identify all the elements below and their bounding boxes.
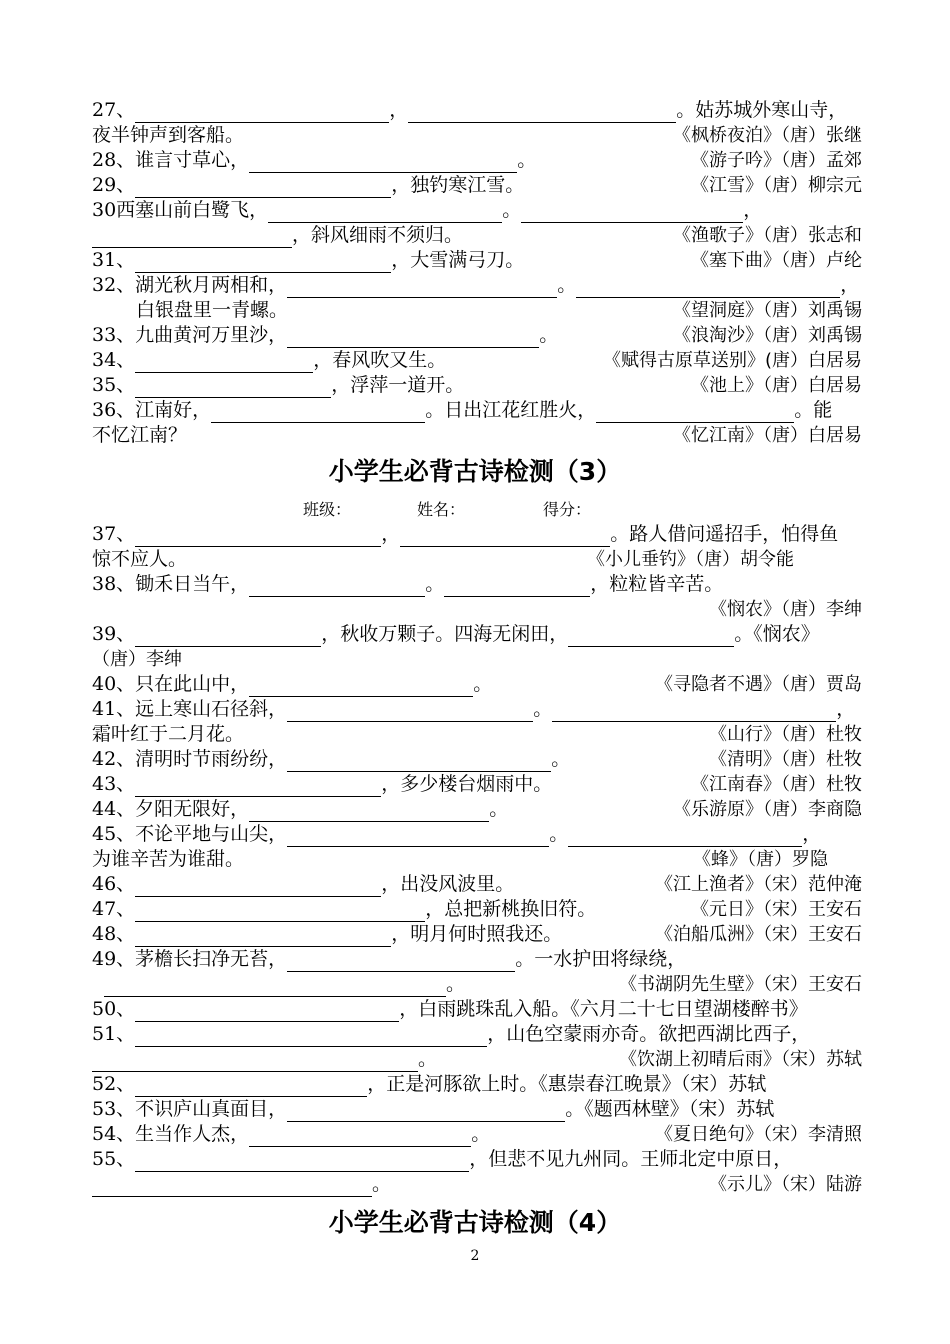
poem-citation: 《江南春》（唐）杜牧: [691, 774, 862, 795]
question-50: 50、 ，白雨跳珠乱入船。《六月二十七日望湖楼醉书》: [92, 998, 808, 1020]
question-32-cont: 白银盘里一青螺。 《望洞庭》（唐）刘禹锡: [136, 299, 862, 321]
answer-blank[interactable]: [135, 627, 321, 647]
poem-citation: 《池上》（唐）白居易: [691, 375, 862, 396]
question-34: 34、 ，春风吹又生。 《赋得古原草送别》(唐）白居易: [92, 349, 862, 371]
question-33: 33、九曲黄河万里沙， 。 《浪淘沙》（唐）刘禹锡: [92, 324, 862, 346]
answer-blank[interactable]: [249, 1127, 471, 1147]
class-label: 班级：: [303, 500, 352, 519]
answer-blank[interactable]: [287, 1102, 565, 1122]
answer-blank[interactable]: [135, 527, 381, 547]
poem-citation: 《乐游原》（唐）李商隐: [673, 799, 862, 820]
poem-citation: 《江雪》（唐）柳宗元: [691, 175, 862, 196]
question-36-cont: 不忆江南？ 《忆江南》（唐）白居易: [92, 424, 862, 446]
answer-blank[interactable]: [135, 353, 313, 373]
answer-blank[interactable]: [568, 627, 734, 647]
question-41: 41、远上寒山石径斜， 。 ，: [92, 698, 856, 720]
question-38-cont: [92, 597, 862, 622]
question-31: 31、 ，大雪满弓刀。 《塞下曲》（唐）卢纶: [92, 249, 862, 271]
answer-blank[interactable]: [135, 902, 425, 922]
question-35: 35、 ，浮萍一道开。 《池上》（唐）白居易: [92, 374, 862, 396]
poem-citation: 《书湖阴先生壁》（宋）王安石: [619, 974, 862, 995]
answer-blank[interactable]: [287, 278, 557, 298]
answer-blank[interactable]: [268, 203, 502, 223]
section-heading-4: 小学生必背古诗检测（4）: [328, 1208, 622, 1237]
answer-blank[interactable]: [596, 403, 794, 423]
answer-blank[interactable]: [135, 1152, 469, 1172]
question-48: 48、 ，明月何时照我还。 《泊船瓜洲》（宋）王安石: [92, 923, 862, 945]
answer-blank[interactable]: [135, 927, 391, 947]
poem-citation: 《塞下曲》（唐）卢纶: [691, 250, 862, 271]
question-38: 38、锄禾日当午， 。 ，粒粒皆辛苦。: [92, 573, 724, 595]
poem-citation: 《饮湖上初晴后雨》（宋）苏轼: [619, 1049, 862, 1070]
question-29: 29、 ，独钓寒江雪。 《江雪》（唐）柳宗元: [92, 174, 862, 196]
question-30: 30西塞山前白鹭飞， 。 ，: [92, 199, 763, 221]
answer-blank[interactable]: [576, 278, 840, 298]
answer-blank[interactable]: [521, 203, 743, 223]
poem-citation: 《浪淘沙》（唐）刘禹锡: [673, 325, 862, 346]
answer-blank[interactable]: [249, 153, 517, 173]
question-44: 44、夕阳无限好， 。 《乐游原》（唐）李商隐: [92, 798, 862, 820]
question-39: 39、 ，秋收万颗子。四海无闲田， 。《悯农》: [92, 623, 820, 645]
answer-blank[interactable]: [444, 577, 590, 597]
question-30-cont: ，斜风细雨不须归。 《渔歌子》（唐）张志和: [92, 223, 862, 248]
question-47: 47、 ，总把新桃换旧符。 《元日》（宋）王安石: [92, 898, 862, 920]
question-53: 53、不识庐山真面目， 。《题西林壁》（宋）苏轼: [92, 1098, 775, 1120]
page-number: 2: [470, 1248, 480, 1264]
question-55-cont: 。 《示儿》（宋）陆游: [92, 1172, 862, 1197]
answer-blank[interactable]: [249, 677, 473, 697]
answer-blank[interactable]: [287, 752, 551, 772]
poem-citation: 《悯农》（唐）李绅: [709, 599, 862, 620]
answer-blank[interactable]: [135, 777, 381, 797]
score-label: 得分：: [543, 500, 592, 519]
answer-blank[interactable]: [249, 577, 425, 597]
answer-blank[interactable]: [135, 103, 389, 123]
name-label: 姓名：: [417, 500, 466, 519]
poem-citation: 《清明》（唐）杜牧: [709, 749, 862, 770]
answer-blank[interactable]: [135, 378, 331, 398]
poem-citation: 《江上渔者》（宋）范仲淹: [655, 874, 862, 895]
question-52: 52、 ，正是河豚欲上时。《惠崇春江晚景》（宋）苏轼: [92, 1073, 767, 1095]
poem-citation: 《蜂》（唐）罗隐: [693, 849, 828, 870]
poem-citation: 《渔歌子》（唐）张志和: [673, 225, 862, 246]
question-42: 42、清明时节雨纷纷， 。 《清明》（唐）杜牧: [92, 748, 862, 770]
poem-citation: 《示儿》（宋）陆游: [709, 1174, 862, 1195]
poem-citation: 《忆江南》（唐）白居易: [673, 425, 862, 446]
poem-citation: 《泊船瓜洲》（宋）王安石: [655, 924, 862, 945]
answer-blank[interactable]: [135, 253, 391, 273]
question-43: 43、 ，多少楼台烟雨中。 《江南春》（唐）杜牧: [92, 773, 862, 795]
answer-blank[interactable]: [135, 1077, 367, 1097]
question-32: 32、湖光秋月两相和， 。 ，: [92, 274, 860, 296]
question-49: 49、茅檐长扫净无苔， 。一水护田将绿绕，: [92, 948, 687, 970]
answer-blank[interactable]: [287, 952, 515, 972]
answer-blank[interactable]: [92, 1052, 418, 1072]
question-54: 54、生当作人杰， 。 《夏日绝句》（宋）李清照: [92, 1123, 862, 1145]
question-37-cont: 惊不应人。 《小儿垂钓》（唐）胡令能: [92, 548, 794, 570]
poem-citation: 《山行》（唐）杜牧: [709, 724, 862, 745]
answer-blank[interactable]: [135, 178, 391, 198]
poem-citation: 《枫桥夜泊》（唐）张继: [673, 125, 862, 146]
poem-citation: 《元日》（宋）王安石: [691, 899, 862, 920]
question-27: 27、 ， 。姑苏城外寒山寺，: [92, 99, 848, 121]
poem-citation: 《游子吟》（唐）孟郊: [691, 150, 862, 171]
answer-blank[interactable]: [135, 1002, 399, 1022]
question-49-cont: 。 《书湖阴先生壁》（宋）王安石: [92, 972, 862, 997]
question-39-cont: （唐）李绅: [92, 649, 182, 670]
question-36: 36、江南好， 。日出江花红胜火， 。能: [92, 399, 833, 421]
question-37: 37、 ， 。路人借问遥招手，怕得鱼: [92, 523, 839, 545]
section-heading-3: 小学生必背古诗检测（3）: [328, 457, 622, 486]
answer-blank[interactable]: [552, 702, 836, 722]
question-45: 45、不论平地与山尖， 。 ，: [92, 823, 822, 845]
question-27-cont: 夜半钟声到客船。 《枫桥夜泊》（唐）张继: [92, 124, 862, 146]
answer-blank[interactable]: [249, 802, 489, 822]
question-51-cont: 。 《饮湖上初晴后雨》（宋）苏轼: [92, 1047, 862, 1072]
question-51: 51、 ，山色空蒙雨亦奇。欲把西湖比西子，: [92, 1023, 811, 1045]
answer-blank[interactable]: [92, 1177, 372, 1197]
question-45-cont: 为谁辛苦为谁甜。 《蜂》（唐）罗隐: [92, 848, 828, 870]
question-40: 40、只在此山中， 。 《寻隐者不遇》（唐）贾岛: [92, 673, 862, 695]
question-46: 46、 ，出没风波里。 《江上渔者》（宋）范仲淹: [92, 873, 862, 895]
poem-citation: 《寻隐者不遇》（唐）贾岛: [655, 674, 862, 695]
question-28: 28、谁言寸草心， 。 《游子吟》（唐）孟郊: [92, 149, 862, 171]
answer-blank[interactable]: [400, 527, 610, 547]
poem-citation: 《夏日绝句》（宋）李清照: [655, 1124, 862, 1145]
answer-blank[interactable]: [287, 702, 533, 722]
poem-citation: 《望洞庭》（唐）刘禹锡: [673, 300, 862, 321]
answer-blank[interactable]: [104, 977, 446, 997]
answer-blank[interactable]: [135, 1027, 487, 1047]
answer-blank[interactable]: [92, 228, 292, 248]
answer-blank[interactable]: [287, 328, 539, 348]
answer-blank[interactable]: [287, 827, 549, 847]
answer-blank[interactable]: [408, 103, 676, 123]
answer-blank[interactable]: [211, 403, 425, 423]
question-55: 55、 ，但悲不见九州同。王师北定中原日，: [92, 1148, 793, 1170]
question-41-cont: 霜叶红于二月花。 《山行》（唐）杜牧: [92, 723, 862, 745]
answer-blank[interactable]: [568, 827, 802, 847]
poem-citation: 《小儿垂钓》（唐）胡令能: [587, 549, 794, 570]
answer-blank[interactable]: [135, 877, 381, 897]
poem-citation: 《赋得古原草送别》(唐）白居易: [602, 350, 862, 371]
